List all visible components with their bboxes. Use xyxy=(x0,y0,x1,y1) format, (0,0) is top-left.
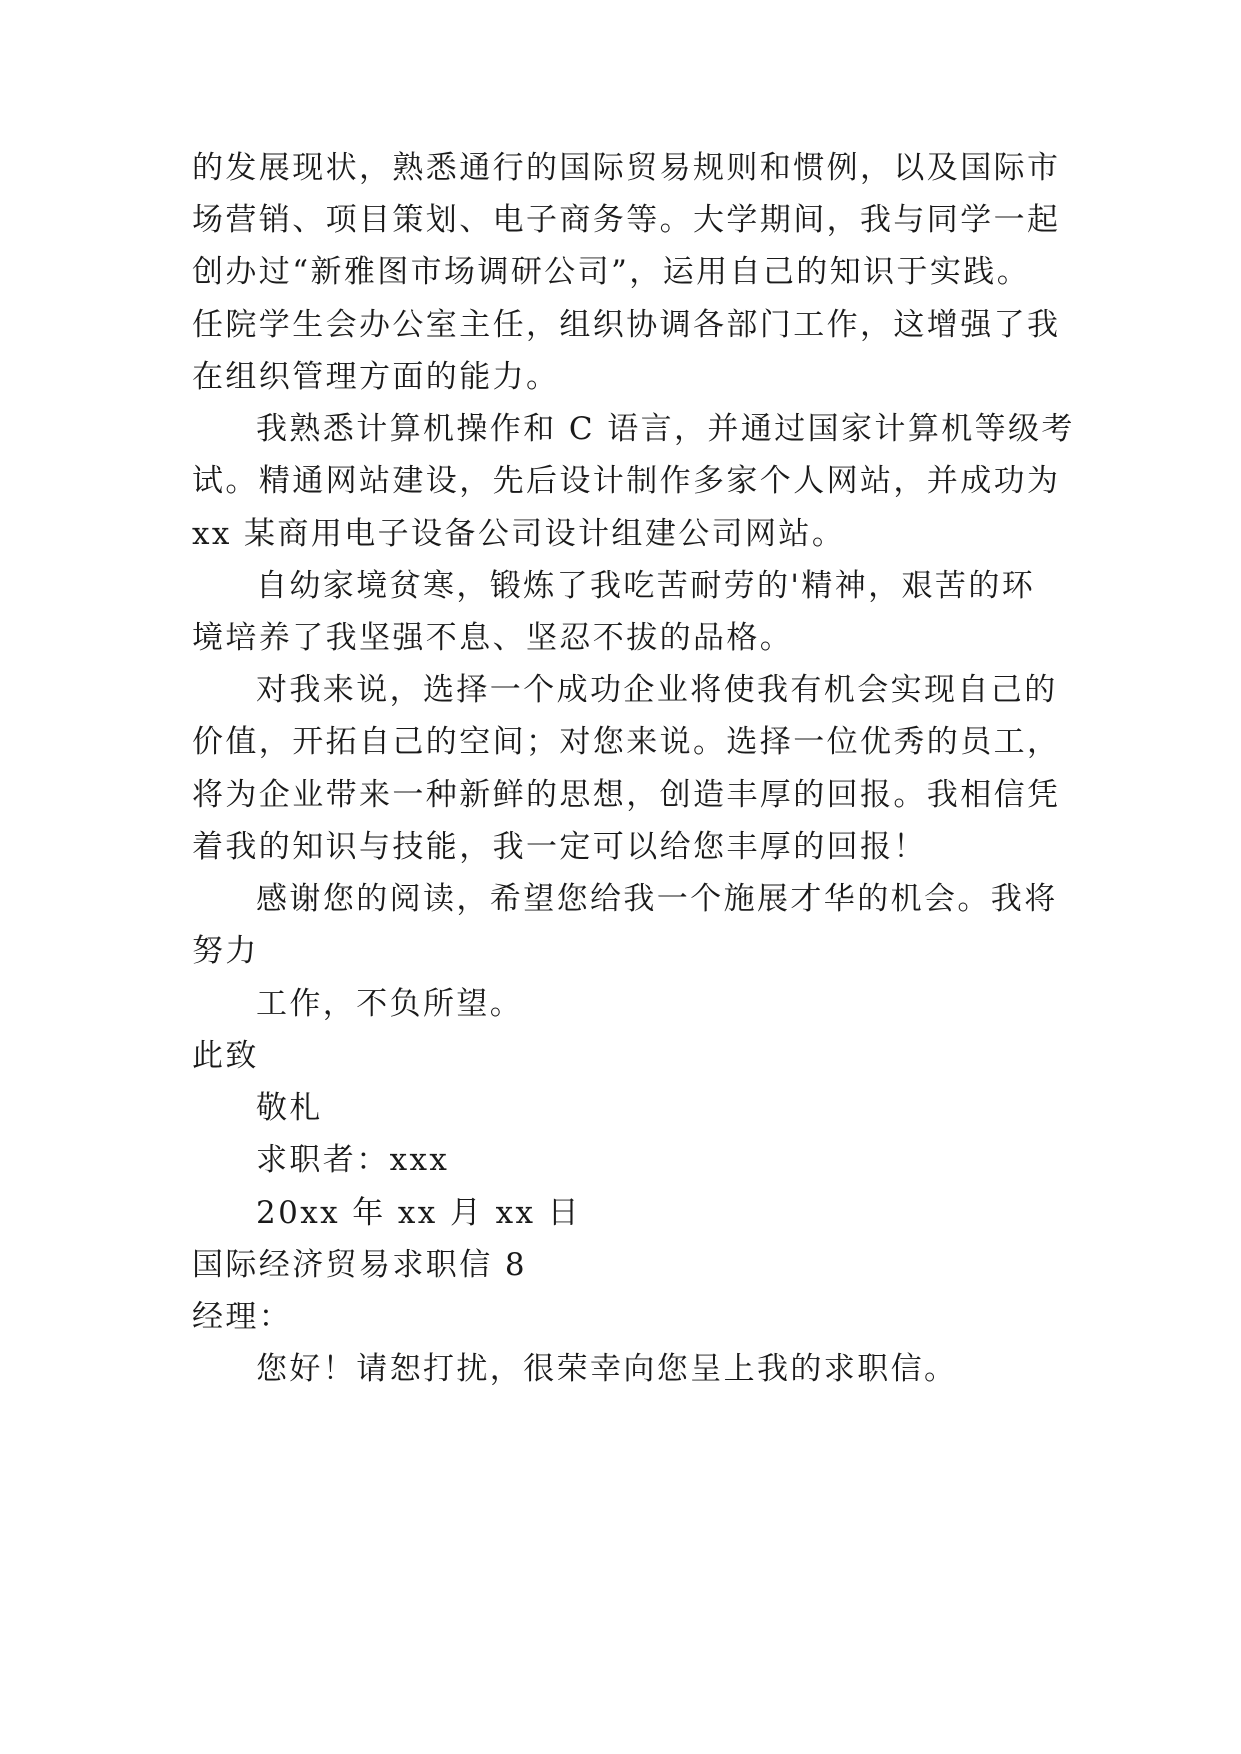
text-line: 试。精通网站建设，先后设计制作多家个人网站，并成功为 xyxy=(192,463,1061,499)
text-line: 感谢您的阅读，希望您给我一个施展才华的机会。我将 xyxy=(256,881,1058,917)
text-line: 任院学生会办公室主任，组织协调各部门工作，这增强了我 xyxy=(192,307,1061,343)
text-line: 敬札 xyxy=(256,1090,323,1126)
text-line: 的发展现状，熟悉通行的国际贸易规则和惯例，以及国际市 xyxy=(192,150,1061,186)
text-line: 努力 xyxy=(192,933,259,969)
text-line: 此致 xyxy=(192,1038,259,1074)
text-line: xx 某商用电子设备公司设计组建公司网站。 xyxy=(192,516,846,552)
section-heading: 国际经济贸易求职信 8 xyxy=(192,1247,527,1283)
text-line: 对我来说，选择一个成功企业将使我有机会实现自己的 xyxy=(256,672,1058,708)
text-line: 20xx 年 xx 月 xx 日 xyxy=(256,1195,582,1231)
text-line: 在组织管理方面的能力。 xyxy=(192,359,560,395)
text-line: 经理： xyxy=(192,1299,293,1335)
text-line: 自幼家境贫寒，锻炼了我吃苦耐劳的'精神，艰苦的环 xyxy=(256,568,1036,604)
text-line: 我熟悉计算机操作和 C 语言，并通过国家计算机等级考 xyxy=(256,411,1075,447)
text-line: 工作，不负所望。 xyxy=(256,986,524,1022)
text-line: 场营销、项目策划、电子商务等。大学期间，我与同学一起 xyxy=(192,202,1061,238)
text-line: 求职者：xxx xyxy=(256,1142,450,1178)
text-line: 将为企业带来一种新鲜的思想，创造丰厚的回报。我相信凭 xyxy=(192,777,1061,813)
text-line: 着我的知识与技能，我一定可以给您丰厚的回报！ xyxy=(192,829,927,865)
text-line: 价值，开拓自己的空间；对您来说。选择一位优秀的员工， xyxy=(192,724,1061,760)
text-line: 创办过“新雅图市场调研公司”，运用自己的知识于实践。 xyxy=(192,254,1031,290)
text-line: 境培养了我坚强不息、坚忍不拔的品格。 xyxy=(192,620,794,656)
text-line: 您好！请恕打扰，很荣幸向您呈上我的求职信。 xyxy=(256,1351,958,1387)
